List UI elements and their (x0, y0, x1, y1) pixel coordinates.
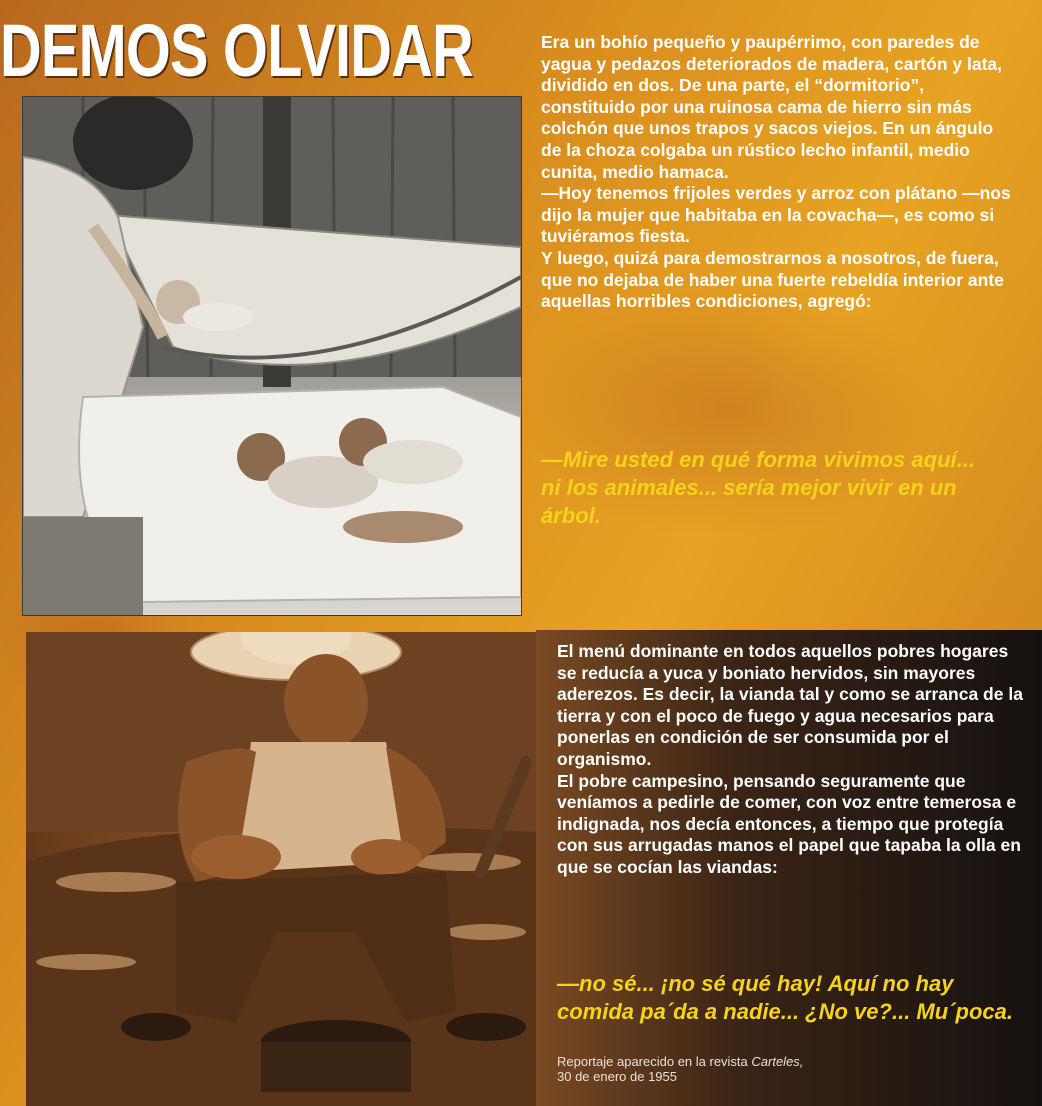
photo-illustration (23, 97, 521, 615)
caption-magazine: Carteles, (751, 1054, 804, 1069)
caption-prefix: Reportaje aparecido en la revista (557, 1054, 752, 1069)
bottom-article-text (557, 641, 1027, 879)
top-paragraph-3: Y luego, quizá para demostrarnos a nosotros, de fuera, que no dejaba de haber una fuerte rebeldía interior ante aquellas horribles condiciones, agregó: (541, 247, 1004, 312)
photo-peasant-man (26, 632, 536, 1106)
top-paragraph-2: —Hoy tenemos frijoles verdes y arroz con plátano —nos dijo la mujer que habitaba en la covacha—, es como si tuviéramos fiesta. (541, 183, 1011, 247)
caption-date: 30 de enero de 1955 (557, 1069, 677, 1084)
source-caption (557, 1054, 937, 1084)
bottom-paragraph-1: El menú dominante en todos aquellos pobres hogares se reducía a yuca y boniato hervidos, sin mayores aderezos. Es decir, la vianda tal y como se arranca de la tierra y con el poco de fuego y agua necesarios para ponerlas en condición de ser consumida por el organismo. (557, 641, 1023, 769)
bottom-paragraph-2: El pobre campesino, pensando seguramente que veníamos a pedirle de comer, con voz entre temerosa e indignada, nos decía entonces, a tiempo que protegía con sus arrugadas manos el papel que tapaba la olla en que se cocían las viandas: (557, 770, 1021, 877)
top-paragraph-1: Era un bohío pequeño y paupérrimo, con paredes de yagua y pedazos deteriorados de madera, cartón y lata, dividido en dos. De una parte, el “dormitorio”, constituido por una ruinosa cama de hierro sin más colchón que unos trapos y sacos viejos. En un ángulo de la choza colgaba un rústico lecho infantil, medio cunita, medio hamaca. (541, 32, 1002, 182)
top-article-text (541, 32, 1011, 313)
page-title: DEMOS OLVIDAR (0, 9, 474, 92)
photo-illustration (26, 632, 536, 1106)
top-quote: —Mire usted en qué forma vivimos aquí... ni los animales... sería mejor vivir en un árbol. (541, 447, 975, 528)
photo-mother-and-children (22, 96, 522, 616)
bottom-quote: —no sé... ¡no sé qué hay! Aquí no hay comida pa´da a nadie... ¿No ve?... Mu´poca. (557, 971, 1013, 1024)
